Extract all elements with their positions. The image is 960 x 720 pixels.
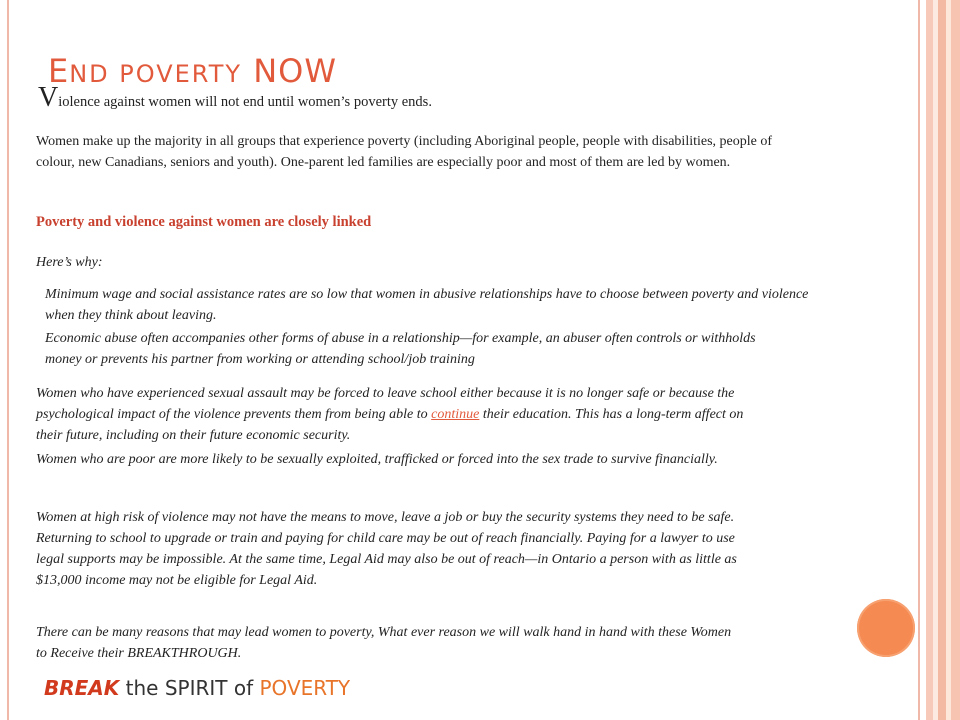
decorative-orange-circle (857, 599, 915, 657)
continue-link[interactable]: continue (431, 407, 480, 422)
point-high-risk: Women at high risk of violence may not have the means to move, leave a job or buy the security systems they need to be safe. Returning to school to upgrade or train and paying for child care may be out of reach financially. Paying for a lawyer to use legal supports may be impossible. At the same time, Legal Aid may also be out of reach—in Ontario a person with as little as $13,000 income may not be eligible for Legal Aid. (36, 510, 737, 588)
footer-middle: the SPIRIT of (119, 676, 260, 700)
section-heading: Poverty and violence against women are closely linked (36, 214, 372, 230)
intro-paragraph: Women make up the majority in all groups that experience poverty (including Aboriginal people, people with disabilities, people of colour, new Canadians, seniors and youth). One-parent led families are especially poor and most of them are led by women. (36, 134, 773, 170)
title-small-caps: ND POVERTY (69, 60, 243, 88)
closing-statement: There can be many reasons that may lead women to poverty, What ever reason we will walk hand in hand with these Women to Receive their BREAKTHROUGH. (36, 625, 732, 661)
point-economic-abuse: Economic abuse often accompanies other forms of abuse in a relationship—for example, an abuser often controls or withholds money or prevents his partner from working or attending school/job training (45, 331, 756, 367)
slide-subtitle (38, 84, 432, 112)
footer-slogan (44, 676, 350, 700)
subtitle-initial: V (38, 82, 59, 113)
point-exploitation: Women who are poor are more likely to be sexually exploited, trafficked or forced into the sex trade to survive financially. (36, 452, 718, 467)
footer-break: BREAK (44, 676, 120, 700)
point-sexual-assault (36, 383, 756, 446)
point3-text-b: their education. This has a long-term affect on their future, including on their future economic security. (36, 407, 744, 443)
point3-text-a: Women who have experienced sexual assault may be forced to leave school either because it is no longer safe or because the psychological impact of the violence prevents them from being able to (36, 386, 735, 422)
heres-why-label: Here’s why: (36, 255, 103, 270)
point-minimum-wage: Minimum wage and social assistance rates are so low that women in abusive relationships have to choose between poverty and violence when they think about leaving. (45, 287, 809, 323)
decorative-side-bars (921, 0, 960, 720)
title-now: NOW (242, 52, 337, 90)
subtitle-rest: iolence against women will not end until women’s poverty ends. (58, 94, 432, 110)
footer-poverty: POVERTY (259, 676, 351, 700)
title-initial: E (48, 52, 70, 90)
